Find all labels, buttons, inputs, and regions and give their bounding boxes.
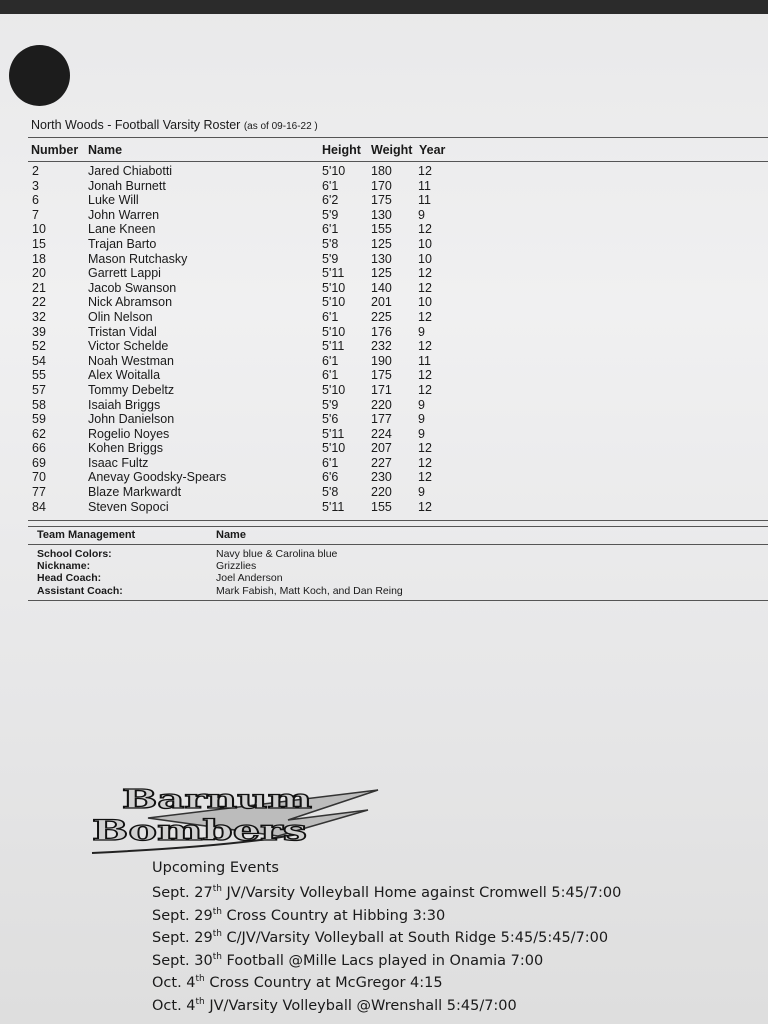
roster-row xyxy=(0,281,768,296)
event-item xyxy=(152,901,621,924)
player-name: Isaac Fultz xyxy=(88,455,149,470)
player-year: 10 xyxy=(418,236,432,251)
management-value: Grizzlies xyxy=(216,560,257,573)
player-number: 69 xyxy=(32,455,46,470)
player-height: 5'11 xyxy=(322,426,345,441)
roster-row xyxy=(0,412,768,427)
roster-row xyxy=(0,339,768,354)
event-date-suffix: th xyxy=(212,906,222,917)
player-number: 3 xyxy=(32,178,39,193)
player-weight: 171 xyxy=(371,382,392,397)
player-number: 39 xyxy=(32,324,46,339)
player-height: 5'11 xyxy=(322,339,345,354)
player-name: Kohen Briggs xyxy=(88,441,164,456)
management-label: School Colors: xyxy=(37,548,112,560)
management-header-label: Team Management xyxy=(37,529,136,541)
player-year: 12 xyxy=(418,470,432,485)
player-height: 6'2 xyxy=(322,193,339,208)
event-date-suffix: th xyxy=(212,951,222,962)
player-name: Tristan Vidal xyxy=(88,324,157,339)
player-year: 12 xyxy=(418,499,432,514)
player-name: Nick Abramson xyxy=(88,295,173,310)
management-label: Head Coach: xyxy=(37,572,102,585)
roster-row xyxy=(0,208,768,223)
player-weight: 225 xyxy=(371,309,392,324)
event-item xyxy=(152,878,621,901)
event-item xyxy=(152,923,621,946)
event-date: Sept. 27 xyxy=(152,884,213,901)
player-year: 12 xyxy=(418,280,432,295)
roster-table xyxy=(0,164,768,514)
player-weight: 130 xyxy=(371,251,392,266)
header-name: Name xyxy=(88,143,123,157)
events-list xyxy=(152,878,621,1013)
player-name: Blaze Markwardt xyxy=(88,485,182,500)
player-year: 12 xyxy=(418,382,432,397)
player-height: 5'9 xyxy=(322,207,339,222)
player-height: 6'1 xyxy=(322,368,339,383)
management-header-name: Name xyxy=(216,529,246,541)
management-table xyxy=(0,548,768,597)
player-name: Noah Westman xyxy=(88,353,174,368)
player-height: 5'9 xyxy=(322,397,339,412)
roster-bottom-rule xyxy=(28,520,768,521)
management-row xyxy=(0,548,768,560)
roster-row xyxy=(0,441,768,456)
roster-row xyxy=(0,500,768,515)
player-weight: 175 xyxy=(371,368,392,383)
player-weight: 130 xyxy=(371,207,392,222)
management-top-rule xyxy=(28,526,768,527)
roster-title-text: North Woods - Football Varsity Roster xyxy=(31,118,241,132)
player-height: 5'10 xyxy=(322,280,346,295)
roster-row xyxy=(0,193,768,208)
player-weight: 170 xyxy=(371,178,392,193)
header-height: Height xyxy=(322,143,361,157)
player-number: 70 xyxy=(32,470,46,485)
player-weight: 227 xyxy=(371,455,392,470)
management-row xyxy=(0,560,768,572)
player-height: 5'10 xyxy=(322,295,346,310)
player-number: 32 xyxy=(32,309,46,324)
player-number: 7 xyxy=(32,207,39,222)
management-header-divider xyxy=(28,544,768,545)
roster-row xyxy=(0,266,768,281)
management-label: Assistant Coach: xyxy=(37,584,123,597)
player-year: 12 xyxy=(418,339,432,354)
player-height: 5'10 xyxy=(322,382,346,397)
roster-row xyxy=(0,164,768,179)
player-height: 5'8 xyxy=(322,236,339,251)
management-value: Navy blue & Carolina blue xyxy=(216,548,338,560)
player-weight: 155 xyxy=(371,499,392,514)
roster-row xyxy=(0,354,768,369)
player-name: Garrett Lappi xyxy=(88,266,161,281)
event-item xyxy=(152,968,621,991)
player-weight: 125 xyxy=(371,236,392,251)
player-height: 5'10 xyxy=(322,441,346,456)
player-name: Tommy Debeltz xyxy=(88,382,175,397)
player-year: 12 xyxy=(418,455,432,470)
event-text: JV/Varsity Volleyball Home against Cromwell 5:45/7:00 xyxy=(221,884,622,901)
player-year: 12 xyxy=(418,266,432,281)
player-name: Lane Kneen xyxy=(88,222,156,237)
event-date-suffix: th xyxy=(195,996,205,1007)
player-number: 59 xyxy=(32,412,46,427)
upcoming-events xyxy=(152,858,621,1013)
player-number: 10 xyxy=(32,222,46,237)
player-number: 52 xyxy=(32,339,46,354)
title-divider xyxy=(28,137,768,138)
player-name: Trajan Barto xyxy=(88,236,157,251)
player-height: 5'10 xyxy=(322,164,346,178)
header-year: Year xyxy=(419,143,446,157)
roster-row xyxy=(0,179,768,194)
player-height: 6'1 xyxy=(322,353,339,368)
player-height: 5'8 xyxy=(322,485,339,500)
player-weight: 177 xyxy=(371,412,392,427)
player-year: 9 xyxy=(418,397,425,412)
player-year: 11 xyxy=(418,193,431,208)
player-height: 6'6 xyxy=(322,470,339,485)
player-number: 77 xyxy=(32,485,46,500)
management-row xyxy=(0,572,768,584)
roster-row xyxy=(0,456,768,471)
event-date-suffix: th xyxy=(212,929,222,939)
header-divider xyxy=(28,161,768,162)
player-year: 12 xyxy=(418,441,432,456)
event-date: Sept. 30 xyxy=(152,952,213,969)
player-height: 6'1 xyxy=(322,222,339,237)
top-dark-band xyxy=(0,0,768,14)
player-number: 84 xyxy=(32,499,46,514)
player-year: 12 xyxy=(418,164,432,178)
event-text: Cross Country at McGregor 4:15 xyxy=(204,974,443,991)
player-weight: 125 xyxy=(371,266,392,281)
player-weight: 190 xyxy=(371,353,392,368)
player-weight: 201 xyxy=(371,295,392,310)
player-name: Anevay Goodsky-Spears xyxy=(88,470,227,485)
player-year: 9 xyxy=(418,426,425,441)
player-year: 11 xyxy=(418,178,431,193)
player-name: John Danielson xyxy=(88,412,175,427)
player-height: 5'11 xyxy=(322,266,345,281)
event-text: Football @Mille Lacs played in Onamia 7:00 xyxy=(221,952,544,969)
player-number: 15 xyxy=(32,236,46,251)
player-name: Isaiah Briggs xyxy=(88,397,161,412)
management-label: Nickname: xyxy=(37,560,91,573)
header-weight: Weight xyxy=(371,143,413,157)
player-number: 55 xyxy=(32,368,46,383)
roster-row xyxy=(0,310,768,325)
punched-hole xyxy=(9,45,70,106)
roster-row xyxy=(0,398,768,413)
event-date-suffix: th xyxy=(195,974,205,984)
player-year: 10 xyxy=(418,251,432,266)
player-name: Jared Chiabotti xyxy=(88,164,173,178)
player-height: 6'1 xyxy=(322,309,339,324)
player-name: John Warren xyxy=(88,207,160,222)
player-number: 21 xyxy=(32,280,46,295)
event-text: Cross Country at Hibbing 3:30 xyxy=(221,907,446,924)
player-year: 9 xyxy=(418,485,425,500)
logo-line1: Barnum xyxy=(122,785,312,815)
events-title: Upcoming Events xyxy=(152,860,279,876)
player-height: 6'1 xyxy=(322,455,339,470)
player-name: Mason Rutchasky xyxy=(88,251,188,266)
player-year: 11 xyxy=(418,353,431,368)
player-year: 9 xyxy=(418,412,425,427)
player-weight: 140 xyxy=(371,280,392,295)
player-name: Jonah Burnett xyxy=(88,178,166,193)
player-height: 5'11 xyxy=(322,499,345,514)
player-weight: 207 xyxy=(371,441,392,456)
event-date: Oct. 4 xyxy=(152,997,196,1014)
player-year: 9 xyxy=(418,324,425,339)
roster-row xyxy=(0,427,768,442)
player-weight: 224 xyxy=(371,426,392,441)
player-height: 6'1 xyxy=(322,178,339,193)
event-date-suffix: th xyxy=(212,884,222,894)
player-name: Luke Will xyxy=(88,193,139,208)
player-year: 12 xyxy=(418,368,432,383)
header-number: Number xyxy=(31,143,79,157)
player-weight: 220 xyxy=(371,397,392,412)
player-weight: 176 xyxy=(371,324,392,339)
player-name: Olin Nelson xyxy=(88,309,153,324)
management-row xyxy=(0,585,768,597)
player-number: 62 xyxy=(32,426,46,441)
event-date: Sept. 29 xyxy=(152,929,213,946)
event-text: JV/Varsity Volleyball @Wrenshall 5:45/7:00 xyxy=(204,997,517,1014)
player-name: Alex Woitalla xyxy=(88,368,161,383)
player-name: Jacob Swanson xyxy=(88,280,177,295)
roster-row xyxy=(0,485,768,500)
player-year: 12 xyxy=(418,309,432,324)
event-text: C/JV/Varsity Volleyball at South Ridge 5:45/5:45/7:00 xyxy=(221,929,609,946)
player-year: 12 xyxy=(418,222,432,237)
roster-row xyxy=(0,470,768,485)
player-number: 20 xyxy=(32,266,46,281)
player-number: 66 xyxy=(32,441,46,456)
roster-row xyxy=(0,237,768,252)
player-height: 5'10 xyxy=(322,324,346,339)
roster-row xyxy=(0,252,768,267)
player-number: 2 xyxy=(32,164,39,178)
player-height: 5'9 xyxy=(322,251,339,266)
roster-row xyxy=(0,368,768,383)
event-date: Sept. 29 xyxy=(152,907,213,924)
player-number: 54 xyxy=(32,353,46,368)
player-number: 58 xyxy=(32,397,46,412)
barnum-bombers-logo xyxy=(88,780,388,860)
player-name: Rogelio Noyes xyxy=(88,426,170,441)
event-item xyxy=(152,946,621,969)
player-number: 18 xyxy=(32,251,46,266)
roster-title xyxy=(31,118,318,132)
roster-row xyxy=(0,222,768,237)
event-date: Oct. 4 xyxy=(152,974,196,991)
player-year: 10 xyxy=(418,295,432,310)
player-number: 22 xyxy=(32,295,46,310)
player-weight: 232 xyxy=(371,339,392,354)
roster-as-of: (as of 09-16-22 ) xyxy=(243,121,318,132)
player-weight: 175 xyxy=(371,193,392,208)
player-weight: 180 xyxy=(371,164,392,178)
player-name: Victor Schelde xyxy=(88,339,169,354)
player-weight: 155 xyxy=(371,222,392,237)
roster-row xyxy=(0,325,768,340)
player-height: 5'6 xyxy=(322,412,339,427)
roster-row xyxy=(0,383,768,398)
management-value: Joel Anderson xyxy=(216,572,283,585)
player-weight: 230 xyxy=(371,470,392,485)
event-item xyxy=(152,991,621,1014)
player-name: Steven Sopoci xyxy=(88,499,169,514)
roster-row xyxy=(0,295,768,310)
player-weight: 220 xyxy=(371,485,392,500)
management-value: Mark Fabish, Matt Koch, and Dan Reing xyxy=(216,584,403,597)
player-number: 6 xyxy=(32,193,39,208)
player-year: 9 xyxy=(418,207,425,222)
management-bottom-rule xyxy=(28,600,768,601)
logo-line2: Bombers xyxy=(92,814,307,847)
player-number: 57 xyxy=(32,382,46,397)
